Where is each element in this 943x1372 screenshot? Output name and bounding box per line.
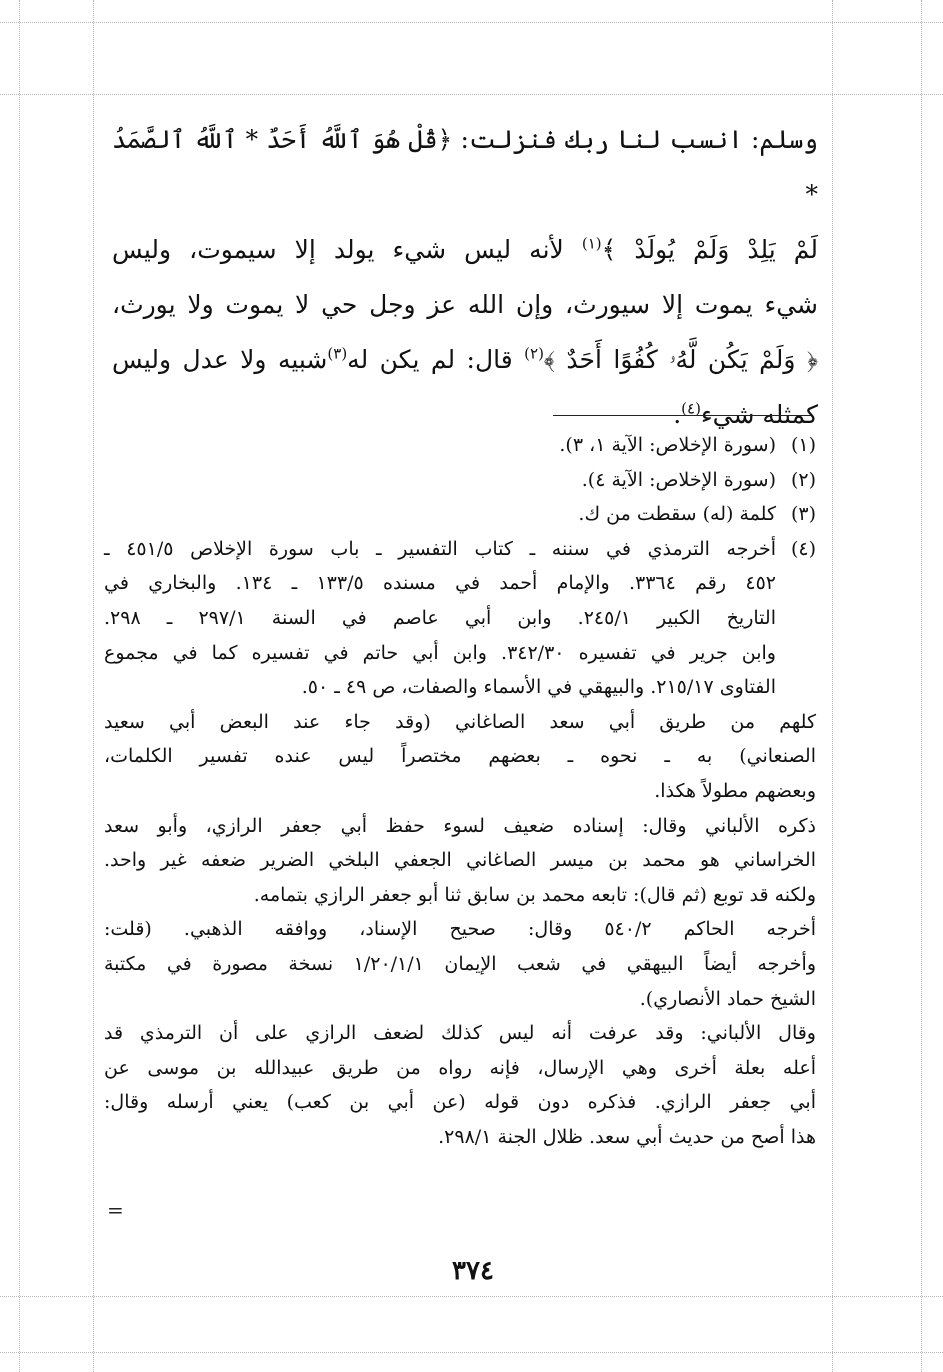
- footnote-line: الخراساني هو محمد بن ميسر الصاغاني الجعفي البلخي الضرير ضعفه غير واحد.: [104, 849, 816, 872]
- footnote-line: كلهم من طريق أبي سعد الصاغاني (وقد جاء عند البعض أبي سعيد: [104, 710, 816, 733]
- guide-line: [0, 94, 943, 95]
- main-text-line: كمثله شيء$^{(٤)}$.: [673, 399, 818, 429]
- footnote-ref: (٤): [681, 399, 701, 418]
- footnote-separator: [553, 415, 811, 416]
- footnote-line: وقال الألباني: وقد عرفت أنه ليس كذلك لضعف الرازي على أن الترمذي قد: [104, 1022, 816, 1045]
- footnote-line: أبي جعفر الرازي. فذكره دون قوله (عن أبي بن كعب) يعني أرسله وقال:: [104, 1091, 816, 1114]
- footnote-line: الصنعاني) به ـ نحوه ـ بعضهم مختصراً ليس عنده تفسير الكلمات،: [104, 745, 816, 768]
- footnote-4: [104, 532, 816, 705]
- footnote-ref: (٢): [524, 344, 544, 363]
- footnote-line: التاريخ الكبير ٢٤٥/١. وابن أبي عاصم في السنة ٢٩٧/١ ـ ٢٩٨.: [104, 606, 776, 629]
- main-text-line: شيء يموت إلا سيورث، وإن الله عز وجل حي لا يموت ولا يورث،: [112, 290, 818, 319]
- footnote-paragraph-albani-2: [104, 1016, 816, 1154]
- footnote-line: هذا أصح من حديث أبي سعد. ظلال الجنة ٢٩٨/١.: [438, 1125, 816, 1148]
- guide-line: [832, 0, 833, 1372]
- footnote-ref: (٣): [327, 344, 348, 363]
- footnote-line: أخرجه الترمذي في سننه ـ كتاب التفسير ـ باب سورة الإخلاص ٤٥١/٥ ـ: [104, 537, 776, 560]
- footnote-3: [104, 497, 816, 532]
- footnote-number: (٢): [790, 468, 816, 491]
- footnote-line: ٤٥٢ رقم ٣٣٦٤. والإمام أحمد في مسنده ١٣٣/٥ ـ ١٣٤. والبخاري في: [104, 572, 776, 595]
- footnote-ref: (١): [581, 234, 602, 253]
- main-text-line: لَمْ يَلِدْ وَلَمْ يُولَدْ ﴾$^{(١)}$ لأنه ليس شيء يولد إلا سيموت، وليس: [112, 234, 818, 264]
- main-text-line: ﴿ وَلَمْ يَكُن لَّهُۥ كُفُوًا أَحَدٌ ﴾$^{(٢)}$ قال: لم يكن له$^{(٣)}$شبيه ولا عدل وليس: [112, 344, 818, 374]
- continuation-mark: =: [107, 1198, 124, 1222]
- guide-line: [0, 22, 943, 23]
- footnote-line: أعله بعلة أخرى وهي الإرسال، فإنه رواه من طريق عبيدالله بن موسى عن: [104, 1056, 816, 1079]
- footnote-line: ذكره الألباني وقال: إسناده ضعيف لسوء حفظ أبي جعفر الرازي، وأبو سعد: [104, 814, 816, 837]
- footnote-number: (٣): [790, 503, 816, 526]
- footnote-text: كلمة (له) سقطت من ك.: [578, 503, 776, 526]
- main-text: [112, 112, 818, 442]
- footnote-text: (سورة الإخلاص: الآية ٤).: [581, 468, 776, 491]
- footnote-number: (٤): [790, 537, 816, 560]
- footnote-paragraph-chain: [104, 705, 816, 809]
- footnote-line: الفتاوى ٢١٥/١٧. والبيهقي في الأسماء والصفات، ص ٤٩ ـ ٥٠.: [301, 676, 776, 699]
- footnote-text: [104, 532, 776, 705]
- main-text-line: وسلم: انسب لنا ربك فنزلت: ﴿قُلْ هُوَ ٱللَّهُ أَحَدٌ * ٱللَّهُ ٱلصَّمَدُ *: [112, 125, 818, 209]
- guide-line: [0, 1296, 943, 1297]
- footnote-2: [104, 463, 816, 498]
- footnote-line: وأخرجه أيضاً البيهقي في شعب الإيمان ١/٢٠/١/١ نسخة مصورة في مكتبة: [104, 952, 816, 975]
- footnote-paragraph-albani: [104, 809, 816, 913]
- footnote-line: وبعضهم مطولاً هكذا.: [654, 779, 816, 802]
- footnotes: [104, 428, 816, 1154]
- guide-line: [19, 0, 20, 1372]
- guide-line: [0, 1352, 943, 1353]
- footnote-line: الشيخ حماد الأنصاري).: [639, 987, 816, 1010]
- footnote-1: [104, 428, 816, 463]
- guide-line: [93, 0, 94, 1372]
- footnote-paragraph-hakim: [104, 912, 816, 1016]
- footnote-line: ولكنه قد توبع (ثم قال): تابعه محمد بن سابق ثنا أبو جعفر الرازي بتمامه.: [253, 883, 816, 906]
- footnote-line: أخرجه الحاكم ٥٤٠/٢ وقال: صحيح الإسناد، ووافقه الذهبي. (قلت:: [104, 918, 816, 941]
- footnote-text: (سورة الإخلاص: الآية ١، ٣).: [559, 434, 776, 456]
- guide-line: [921, 0, 922, 1372]
- footnote-number: (١): [790, 434, 816, 456]
- page-number: ٣٧٤: [452, 1256, 494, 1286]
- footnote-line: وابن جرير في تفسيره ٣٤٢/٣٠. وابن أبي حاتم في تفسيره كما في مجموع: [104, 641, 776, 664]
